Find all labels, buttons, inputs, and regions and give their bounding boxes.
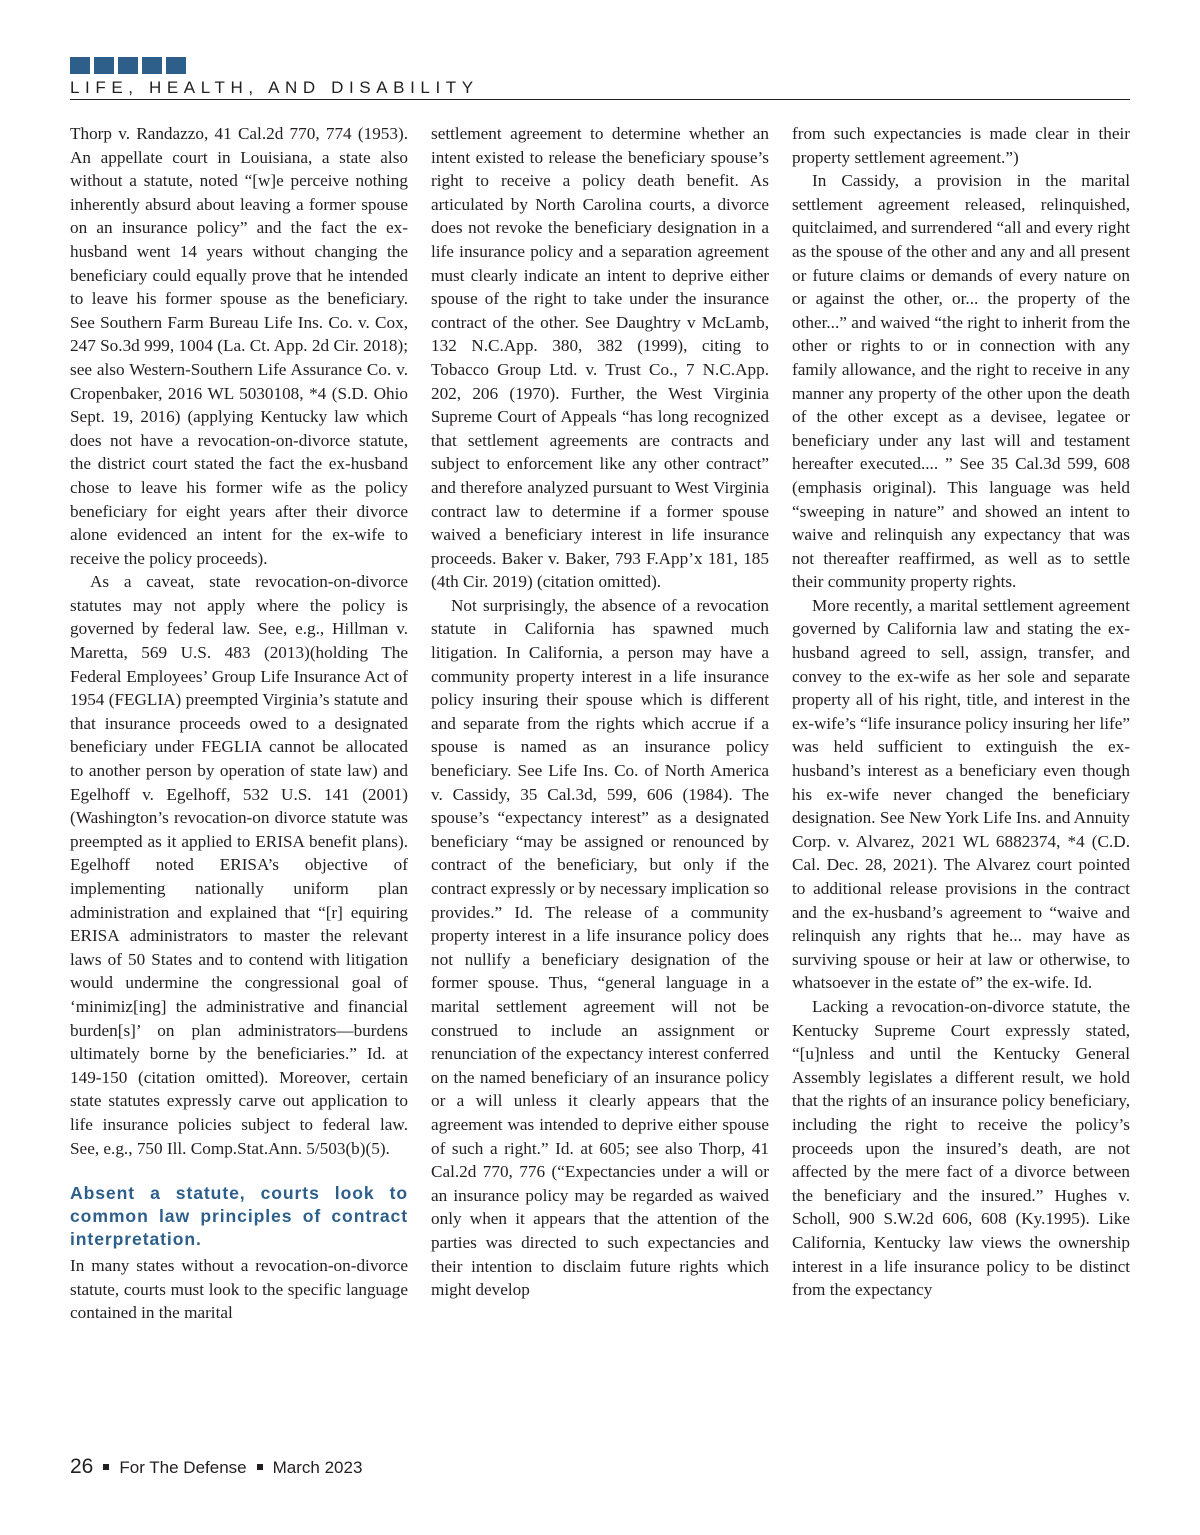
paragraph: As a caveat, state revocation-on-divorce statutes may not apply where the policy is governed by federal law. See, e.g., Hillman v. Maretta, 569 U.S. 483 (2013)(holding The Federal Employees’ Group Life Insurance Act of 1954 (FEGLIA) preempted Virginia’s statute and that insurance proceeds owed to a designated beneficiary under FEGLIA cannot be allocated to another person by operation of state law) and Egelhoff v. Egelhoff, 532 U.S. 141 (2001)(Washington’s revocation-on divorce statute was preempted as it applied to ERISA benefit plans). Egelhoff noted ERISA’s objective of implementing nationally uniform plan administration and explained that “[r] equiring ERISA administrators to master the relevant laws of 50 States and to contend with litigation would undermine the congressional goal of ‘minimiz[ing] the administrative and financial burden[s]’ on plan administrators—burdens ultimately borne by the beneficiaries.” Id. at 149-150 (citation omitted). Moreover, certain state statutes expressly carve out application to life insurance policies subject to federal law. See, e.g., 750 Ill. Comp.Stat.Ann. 5/503(b)(5). xyxy=(70,572,408,1158)
header-square xyxy=(166,57,186,74)
page-footer xyxy=(70,1455,362,1479)
column-3 xyxy=(792,122,1130,1447)
publication-name: For The Defense xyxy=(119,1458,247,1477)
paragraph: Thorp v. Randazzo, 41 Cal.2d 770, 774 (1953). An appellate court in Louisiana, a state also without a statute, noted “[w]e perceive nothing inherently absurd about leaving a former spouse on an insurance policy” and the fact the ex-husband went 14 years without changing the beneficiary could equally prove that he intended to leave his former spouse as the beneficiary. See Southern Farm Bureau Life Ins. Co. v. Cox, 247 So.3d 999, 1004 (La. Ct. App. 2d Cir. 2018); see also Western-Southern Life Assurance Co. v. Cropenbaker, 2016 WL 5030108, *4 (S.D. Ohio Sept. 19, 2016) (applying Kentucky law which does not have a revocation-on-divorce statute, the district court stated the fact the ex-husband chose to leave his former wife as the policy beneficiary for eight years after their divorce alone evidenced an intent for the ex-wife to receive the policy proceeds). xyxy=(70,124,408,568)
footer-separator xyxy=(257,1464,263,1470)
header-square xyxy=(118,57,138,74)
header-square xyxy=(142,57,162,74)
section-label: LIFE, HEALTH, AND DISABILITY xyxy=(70,78,479,97)
header-squares-decoration xyxy=(70,57,186,74)
paragraph: Lacking a revocation-on-divorce statute, the Kentucky Supreme Court expressly stated, “[u]nless and until the Kentucky General Assembly legislates a different result, we hold that the rights of an insurance policy beneficiary, including the right to receive the policy’s proceeds upon the insured’s death, are not affected by the mere fact of a divorce between the beneficiary and the insured.” Hughes v. Scholl, 900 S.W.2d 606, 608 (Ky.1995). Like California, Kentucky law views the ownership interest in a life insurance policy to be distinct from the expectancy xyxy=(792,996,1130,1300)
paragraph: Not surprisingly, the absence of a revocation statute in California has spawned much litigation. In California, a person may have a community property interest in a life insurance policy insuring their spouse which is different and separate from the rights which accrue if a spouse is named as an insurance policy beneficiary. See Life Ins. Co. of North America v. Cassidy, 35 Cal.3d, 599, 606 (1984). The spouse’s “expectancy interest” as a designated beneficiary “may be assigned or renounced by contract of the beneficiary, but only if the contract expressly or by necessary implication so provides.” Id. The release of a community property interest in a life insurance policy does not nullify a beneficiary designation of the former spouse. Thus, “general language in a marital settlement agreement will not be construed to include an assignment or renunciation of the expectancy interest conferred on the named beneficiary of an insurance policy or a will unless it clearly appears that the agreement was intended to deprive either spouse of such a right.” Id. at 605; see also Thorp, 41 Cal.2d 770, 776 (“Expectancies under a will or an insurance policy may be regarded as waived only when it appears that the attention of the parties was directed to such expectancies and their intention to disclaim future rights which might develop xyxy=(431,595,769,1300)
paragraph: More recently, a marital settlement agreement governed by California law and stating the ex-husband agreed to sell, assign, transfer, and convey to the ex-wife as her sole and separate property all of his right, title, and interest in the ex-wife’s “life insurance policy insuring her life” was held sufficient to extinguish the ex-husband’s interest as a beneficiary even though his ex-wife never changed the beneficiary designation. See New York Life Ins. and Annuity Corp. v. Alvarez, 2021 WL 6882374, *4 (C.D. Cal. Dec. 28, 2021). The Alvarez court pointed to additional release provisions in the contract and the ex-husband’s agreement to “waive and relinquish any rights that he... may have as surviving spouse or heir at law or otherwise, to whatsoever in the estate of” the ex-wife. Id. xyxy=(792,595,1130,993)
paragraph: from such expectancies is made clear in their property settlement agreement.”) xyxy=(792,124,1130,167)
paragraph: settlement agreement to determine whether an intent existed to release the beneficiary spouse’s right to receive a policy death benefit. As articulated by North Carolina courts, a divorce does not revoke the beneficiary designation in a life insurance policy and a separation agreement must clearly indicate an intent to deprive either spouse of the right to take under the insurance contract of the other. See Daughtry v McLamb, 132 N.C.App. 380, 382 (1999), citing to Tobacco Group Ltd. v. Trust Co., 7 N.C.App. 202, 206 (1970). Further, the West Virginia Supreme Court of Appeals “has long recognized that settlement agreements are contracts and subject to enforcement like any other contract” and therefore analyzed pursuant to West Virginia contract law to determine if a former spouse waived a beneficiary interest in life insurance proceeds. Baker v. Baker, 793 F.App’x 181, 185 (4th Cir. 2019) (citation omitted). xyxy=(431,124,769,592)
header-square xyxy=(94,57,114,74)
issue-date: March 2023 xyxy=(272,1458,363,1477)
page-number: 26 xyxy=(70,1455,94,1478)
paragraph: In Cassidy, a provision in the marital settlement agreement released, relinquished, quitclaimed, and surrendered “all and every right as the spouse of the other and any and all present or future claims or demands of every nature on or against the other, or... the property of the other...” and waived “the right to inherit from the other or rights to or in connection with any family allowance, and the right to receive in any manner any property of the other upon the death of the other except as a devisee, legatee or beneficiary under any last will and testament hereafter executed.... ” See 35 Cal.3d 599, 608 (emphasis original). This language was held “sweeping in nature” and showed an intent to waive and relinquish any expectancy that was not thereafter reaffirmed, as well as to settle their community property rights. xyxy=(792,171,1130,592)
header-rule xyxy=(70,99,1130,100)
section-heading: Absent a statute, courts look to common law principles of contract interpretation. xyxy=(70,1183,408,1250)
column-1 xyxy=(70,122,408,1447)
footer-separator xyxy=(103,1464,109,1470)
column-2 xyxy=(431,122,769,1447)
header-square xyxy=(70,57,90,74)
paragraph: In many states without a revocation-on-divorce statute, courts must look to the specific language contained in the marital xyxy=(70,1256,408,1323)
